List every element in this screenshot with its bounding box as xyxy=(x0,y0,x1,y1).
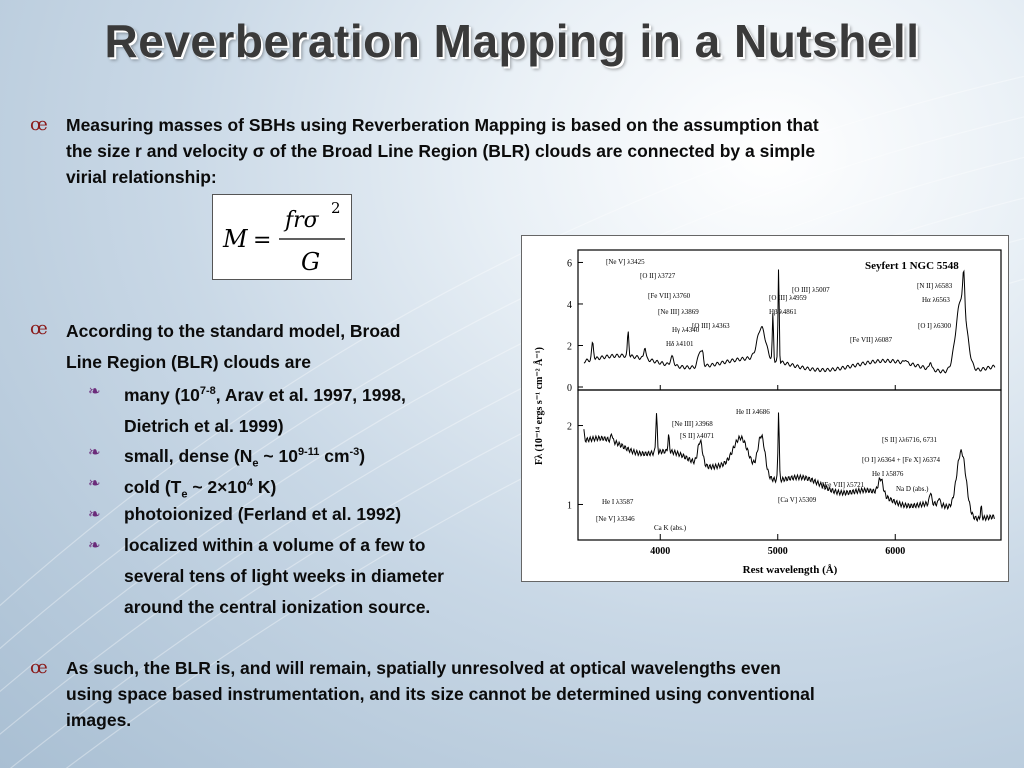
bottom-line-label: [Fe VII] λ5721 xyxy=(822,481,865,489)
sub-text: , Arav et al. 1997, 1998, xyxy=(215,384,406,405)
top-line-label: Hβ λ4861 xyxy=(769,308,797,316)
chart-title: Seyfert 1 NGC 5548 xyxy=(865,260,959,272)
top-line-label: [O I] λ6300 xyxy=(918,322,951,330)
sub-text-line: several tens of light weeks in diameter xyxy=(124,566,444,586)
spectrum-chart xyxy=(522,236,1008,581)
subbullet-many xyxy=(88,376,406,442)
sub-text: cm xyxy=(319,445,350,466)
y-tick-label: 4 xyxy=(567,299,572,311)
slide-title: Reverberation Mapping in a Nutshell xyxy=(104,15,920,67)
y-tick-label: 6 xyxy=(567,258,572,270)
sub-text: many (10 xyxy=(124,384,200,405)
top-line-label: [O III] λ4959 xyxy=(769,294,807,302)
y-tick-label: 1 xyxy=(567,500,572,512)
bottom-panel-frame xyxy=(578,390,1001,540)
bottom-line-label: He I λ3587 xyxy=(602,498,634,506)
bullet-icon: œ xyxy=(30,114,48,135)
x-tick-label: 5000 xyxy=(767,546,788,557)
bottom-line-label: [S II] λ4071 xyxy=(680,432,715,440)
formula-denominator: G xyxy=(301,248,321,276)
bottom-line-label: He II λ4686 xyxy=(736,408,770,416)
superscript: 7-8 xyxy=(199,385,216,397)
sub-text: ) xyxy=(359,445,366,466)
x-axis-label: Rest wavelength (Å) xyxy=(742,564,838,576)
subbullet-localized xyxy=(88,530,444,623)
bottom-line-label: [S II] λλ6716, 6731 xyxy=(882,436,938,444)
sub-text: ~ 10 xyxy=(258,445,298,466)
top-line-label: Hα λ6563 xyxy=(922,296,950,304)
bottom-line-label: Ca K (abs.) xyxy=(654,524,687,532)
sub-text-line: Dietrich et al. 1999) xyxy=(124,415,284,436)
x-tick-label: 4000 xyxy=(650,546,671,557)
top-line-label: [N II] λ6583 xyxy=(917,282,953,290)
x-tick-label: 6000 xyxy=(885,546,906,557)
sub-text: K) xyxy=(252,476,277,497)
sub-text-line: localized within a volume of a few to xyxy=(124,535,426,555)
subscript: e xyxy=(181,488,188,501)
sub-text: small, dense (N xyxy=(124,445,253,466)
sub-text: cold (T xyxy=(124,476,182,497)
top-line-label: Hδ λ4101 xyxy=(666,340,694,348)
spectrum-figure xyxy=(521,235,1009,582)
bullet-standard-model xyxy=(30,316,400,378)
sub-bullet-icon: ❧ xyxy=(88,505,101,523)
sub-bullet-icon: ❧ xyxy=(88,536,101,554)
bottom-line-label: [Ne III] λ3968 xyxy=(672,420,713,428)
superscript: 4 xyxy=(246,477,253,489)
bottom-spectrum-line xyxy=(584,413,995,521)
top-line-label: [Ne V] λ3425 xyxy=(606,258,645,266)
y-axis-label: Fλ (10⁻¹⁴ ergs s⁻¹ cm⁻² Å⁻¹) xyxy=(534,347,545,465)
sub-text: photoionized (Ferland et al. 1992) xyxy=(124,504,402,524)
bottom-line-label: [O I] λ6364 + [Fe X] λ6374 xyxy=(862,456,941,464)
y-tick-label: 0 xyxy=(567,383,572,394)
formula-lhs: M xyxy=(223,225,248,253)
formula-equals: = xyxy=(253,228,272,253)
bullet-text-line: using space based instrumentation, and its size cannot be determined using conventional xyxy=(66,684,815,704)
subbullet-photoionized xyxy=(88,499,401,530)
subscript: e xyxy=(252,457,259,470)
bullet-icon: œ xyxy=(30,318,48,339)
bullet-text-line: According to the standard model, Broad xyxy=(66,321,401,341)
virial-formula xyxy=(212,194,352,280)
sub-text: ~ 2×10 xyxy=(187,476,247,497)
top-line-label: Hγ λ4340 xyxy=(672,326,700,334)
sub-bullet-icon: ❧ xyxy=(88,443,101,461)
bottom-line-label: Na D (abs.) xyxy=(896,485,929,493)
bullet-measuring-masses xyxy=(30,112,819,190)
y-tick-label: 2 xyxy=(567,421,572,433)
top-line-label: [Fe VII] λ3760 xyxy=(648,292,691,300)
bullet-text-line: Line Region (BLR) clouds are xyxy=(66,352,312,372)
bullet-icon: œ xyxy=(30,657,48,678)
sub-bullet-icon: ❧ xyxy=(88,474,101,492)
bullet-text-line: the size r and velocity σ of the Broad Line Region (BLR) clouds are connected by a simple xyxy=(66,141,816,161)
superscript: 9-11 xyxy=(297,446,320,458)
bullet-text-line: As such, the BLR is, and will remain, spatially unresolved at optical wavelengths even xyxy=(66,658,781,678)
bullet-text-line: Measuring masses of SBHs using Reverberation Mapping is based on the assumption that xyxy=(66,115,819,135)
sub-bullet-icon: ❧ xyxy=(88,382,101,400)
bottom-line-label: [Ca V] λ5309 xyxy=(778,496,817,504)
bottom-line-label: He I λ5876 xyxy=(872,470,904,478)
bottom-line-label: [Ne V] λ3346 xyxy=(596,515,635,523)
bullet-text-line: images. xyxy=(66,710,132,730)
y-tick-label: 2 xyxy=(567,341,572,353)
top-line-label: [O III] λ4363 xyxy=(692,322,730,330)
bullet-text-line: virial relationship: xyxy=(66,167,217,187)
sub-text-line: around the central ionization source. xyxy=(124,597,431,617)
top-line-label: [O II] λ3727 xyxy=(640,272,676,280)
top-line-label: [Fe VII] λ6087 xyxy=(850,336,893,344)
formula-numerator: frσ xyxy=(285,208,319,233)
top-line-label: [Ne III] λ3869 xyxy=(658,308,699,316)
formula-exponent: 2 xyxy=(331,199,341,217)
superscript: -3 xyxy=(349,446,360,458)
top-line-label: [O III] λ5007 xyxy=(792,286,830,294)
bullet-spatially-unresolved xyxy=(30,655,815,733)
